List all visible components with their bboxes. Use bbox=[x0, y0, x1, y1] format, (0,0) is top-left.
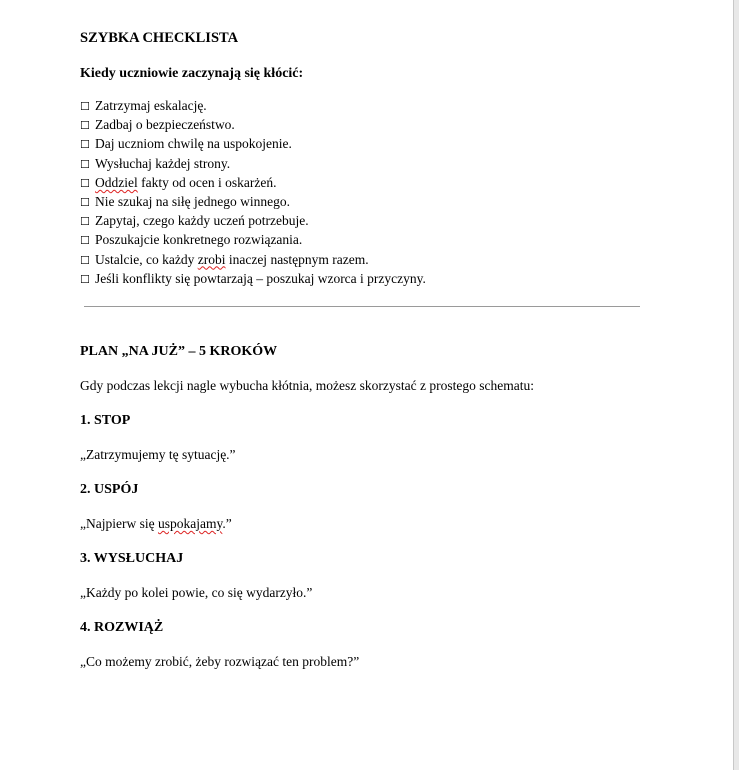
checkbox-icon: ☐ bbox=[80, 234, 90, 248]
checkbox-icon: ☐ bbox=[80, 119, 90, 133]
checklist-item-text: Jeśli konflikty się powtarzają – poszukaj wzorca i przyczyny. bbox=[95, 270, 426, 286]
checklist-item bbox=[80, 251, 680, 270]
quote-text: .” bbox=[222, 516, 232, 531]
checklist-item-text: Zapytaj, czego każdy uczeń potrzebuje. bbox=[95, 213, 309, 229]
quote-text: „Co możemy zrobić, żeby rozwiązać ten problem?” bbox=[80, 654, 360, 669]
checkbox-icon: ☐ bbox=[80, 138, 90, 152]
checklist-item bbox=[80, 155, 680, 174]
horizontal-divider bbox=[84, 306, 640, 307]
checklist-item-text: Ustalcie, co każdy bbox=[95, 251, 198, 267]
checklist-item bbox=[80, 193, 680, 212]
checklist-item bbox=[80, 135, 680, 154]
checklist-subtitle: Kiedy uczniowie zaczynają się kłócić: bbox=[80, 66, 304, 81]
checklist-item-text: fakty od ocen i oskarżeń. bbox=[137, 174, 277, 190]
step-title: 3. WYSŁUCHAJ bbox=[80, 551, 184, 566]
checkbox-icon: ☐ bbox=[80, 253, 90, 267]
checkbox-icon: ☐ bbox=[80, 157, 90, 171]
checklist-item-text: Wysłuchaj każdej strony. bbox=[95, 155, 231, 171]
checklist-item bbox=[80, 231, 680, 250]
step-title: 1. STOP bbox=[80, 413, 131, 428]
checklist-item bbox=[80, 97, 680, 116]
checklist-item-text: Poszukajcie konkretnego rozwiązania. bbox=[95, 232, 303, 248]
step-title: 4. ROZWIĄŻ bbox=[80, 620, 164, 635]
checkbox-icon: ☐ bbox=[80, 215, 90, 229]
spellcheck-word[interactable]: Oddziel bbox=[95, 174, 138, 190]
step-title: 2. USPÓJ bbox=[80, 482, 139, 497]
plan-section bbox=[80, 343, 700, 671]
plan-title: PLAN „NA JUŻ” – 5 KROKÓW bbox=[80, 344, 278, 359]
step-quote bbox=[80, 584, 700, 602]
checklist-item bbox=[80, 212, 680, 231]
checklist-item bbox=[80, 270, 680, 289]
plan-intro: Gdy podczas lekcji nagle wybucha kłótnia, możesz skorzystać z prostego schematu: bbox=[80, 378, 534, 393]
checkbox-icon: ☐ bbox=[80, 100, 90, 113]
checklist-item-text: Nie szukaj na siłę jednego winnego. bbox=[95, 194, 290, 210]
quote-text: „Zatrzymujemy tę sytuację.” bbox=[80, 447, 236, 462]
checklist-section bbox=[80, 29, 680, 289]
checkbox-icon: ☐ bbox=[80, 196, 90, 210]
checkbox-icon: ☐ bbox=[80, 176, 90, 190]
checklist-title: SZYBKA CHECKLISTA bbox=[80, 30, 239, 46]
checklist bbox=[80, 97, 680, 289]
step-quote bbox=[80, 653, 700, 671]
checkbox-icon: ☐ bbox=[80, 272, 90, 286]
spellcheck-word[interactable]: uspokajamy bbox=[157, 516, 223, 531]
step-quote bbox=[80, 515, 700, 533]
checklist-item bbox=[80, 174, 680, 193]
checklist-item-text: Zadbaj o bezpieczeństwo. bbox=[95, 117, 235, 133]
checklist-item-text: inaczej następnym razem. bbox=[225, 251, 369, 267]
quote-text: „Każdy po kolei powie, co się wydarzyło.” bbox=[80, 585, 313, 600]
checklist-item-text: Daj uczniom chwilę na uspokojenie. bbox=[95, 136, 292, 152]
checklist-item-text: Zatrzymaj eskalację. bbox=[95, 98, 207, 113]
checklist-item bbox=[80, 116, 680, 135]
quote-text: „Najpierw się bbox=[80, 516, 158, 531]
step-quote bbox=[80, 446, 700, 464]
spellcheck-word[interactable]: zrobi bbox=[197, 251, 226, 267]
